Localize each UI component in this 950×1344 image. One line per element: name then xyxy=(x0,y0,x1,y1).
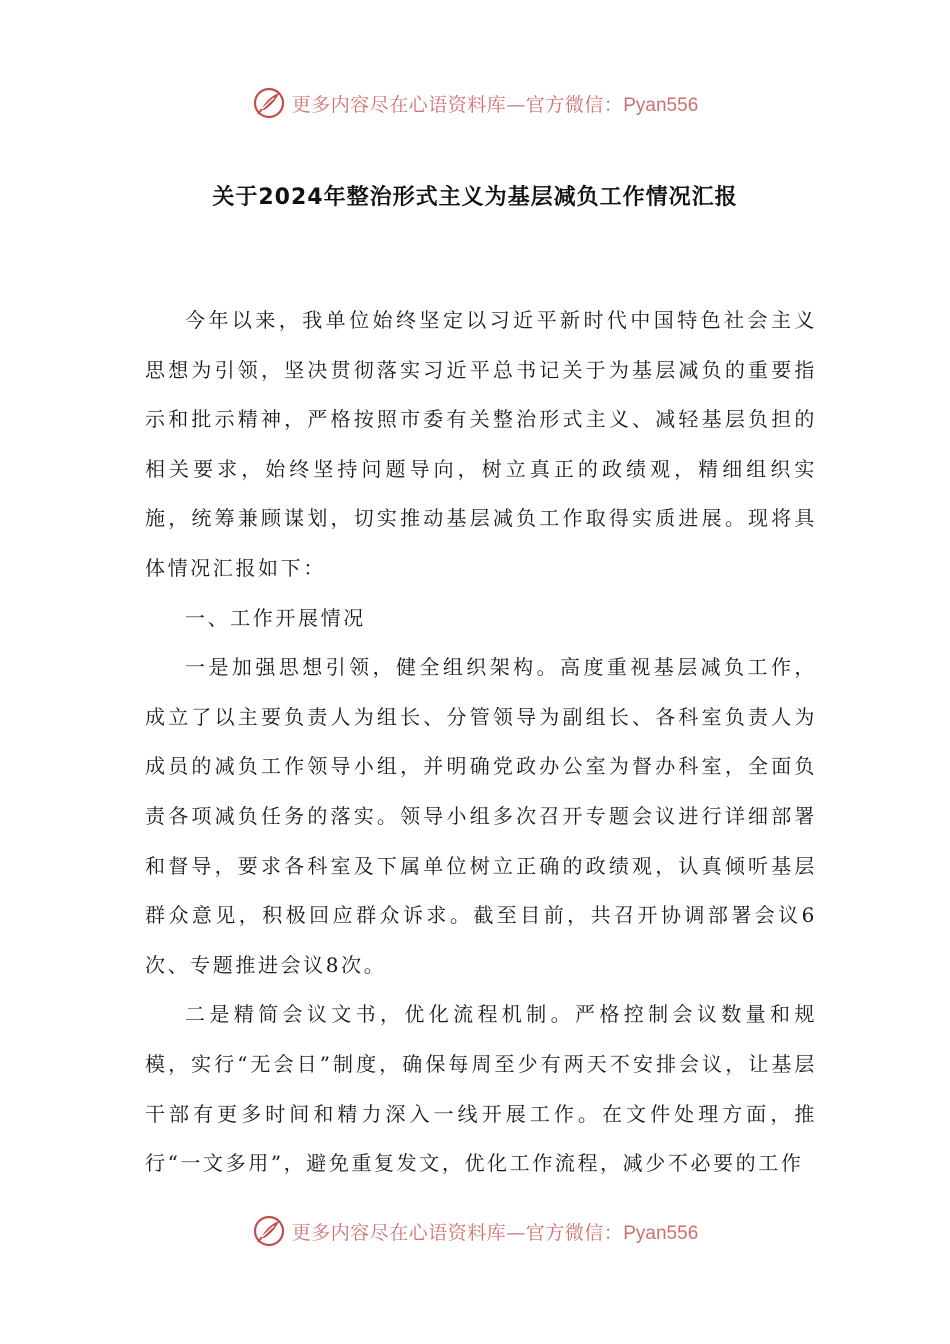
wechat-id: Pyan556 xyxy=(623,94,699,116)
paragraph-item-1: 一是加强思想引领，健全组织架构。高度重视基层减负工作，成立了以主要负责人为组长、分管领导为副组长、各科室负责人为成员的减负工作领导小组，并明确党政办公室为督办科室，全面负责各项减负任务的落实。领导小组多次召开专题会议进行详细部署和督导，要求各科室及下属单位树立正确的政绩观，认真倾听基层群众意见，积极回应群众诉求。截至目前，共召开协调部署会议6次、专题推进会议8次。 xyxy=(145,655,817,977)
paragraph-item-2: 二是精简会议文书，优化流程机制。严格控制会议数量和规模，实行“无会日”制度，确保每周至少有两天不安排会议，让基层干部有更多时间和精力深入一线开展工作。在文件处理方面，推行“一文多用”，避免重复发文，优化工作流程，减少不必要的工作 xyxy=(145,1002,817,1176)
quill-pen-logo-icon xyxy=(252,86,286,120)
document-title: 关于2024年整治形式主义为基层减负工作情况汇报 xyxy=(212,185,738,210)
watermark-header xyxy=(0,83,950,123)
watermark-text: 更多内容尽在心语资料库—官方微信：Pyan556 xyxy=(291,93,699,116)
quill-pen-logo-icon xyxy=(252,1214,286,1248)
section-heading: 一、工作开展情况 xyxy=(185,605,366,630)
document-body xyxy=(145,296,817,1189)
watermark-text: 更多内容尽在心语资料库—官方微信：Pyan556 xyxy=(291,1221,699,1244)
paragraph-intro: 今年以来，我单位始终坚定以习近平新时代中国特色社会主义思想为引领，坚决贯彻落实习近平总书记关于为基层减负的重要指示和批示精神，严格按照市委有关整治形式主义、减轻基层负担的相关要求，始终坚持问题导向，树立真正的政绩观，精细组织实施，统筹兼顾谋划，切实推动基层减负工作取得实质进展。现将具体情况汇报如下： xyxy=(145,308,817,580)
watermark-footer xyxy=(0,1211,950,1251)
wechat-id: Pyan556 xyxy=(623,1222,699,1244)
